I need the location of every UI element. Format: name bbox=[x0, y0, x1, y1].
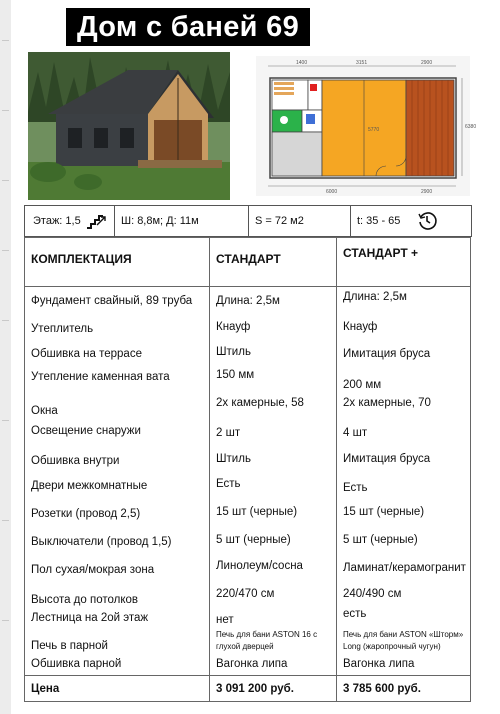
price-row bbox=[25, 676, 471, 702]
row-label: Обшивка внутри bbox=[25, 447, 210, 474]
row-standard-plus: 4 шт bbox=[337, 421, 471, 447]
row-label: Утеплитель bbox=[25, 315, 210, 340]
plan-top-dim-2: 3151 bbox=[356, 60, 368, 66]
plan-top-dim-3: 2900 bbox=[421, 60, 433, 66]
row-standard-plus: 2х камерные, 70 bbox=[337, 395, 471, 421]
table-row bbox=[25, 340, 471, 365]
table-row bbox=[25, 365, 471, 395]
row-standard: Линолеум/сосна bbox=[210, 554, 337, 584]
table-row bbox=[25, 608, 471, 626]
row-standard: 5 шт (черные) bbox=[210, 526, 337, 554]
row-standard-plus: 15 шт (черные) bbox=[337, 498, 471, 526]
row-label: Обшивка парной bbox=[25, 652, 210, 676]
table-row bbox=[25, 554, 471, 584]
row-label: Розетки (провод 2,5) bbox=[25, 498, 210, 526]
row-standard: Есть bbox=[210, 474, 337, 498]
area-cell bbox=[249, 206, 351, 236]
row-standard: 2 шт bbox=[210, 421, 337, 447]
table-row bbox=[25, 421, 471, 447]
row-label: Печь в парной bbox=[25, 626, 210, 652]
time-cell bbox=[351, 206, 471, 236]
row-standard-plus: 240/490 см bbox=[337, 584, 471, 608]
dimensions-text: Ш: 8,8м; Д: 11м bbox=[121, 215, 199, 227]
page-title: Дом с баней 69 bbox=[66, 8, 310, 46]
row-standard: Вагонка липа bbox=[210, 652, 337, 676]
row-standard-plus: Вагонка липа bbox=[337, 652, 471, 676]
table-row bbox=[25, 626, 471, 652]
header-standard: СТАНДАРТ bbox=[210, 238, 337, 287]
clock-history-icon bbox=[417, 211, 437, 231]
row-label: Утепление каменная вата bbox=[25, 365, 210, 395]
row-standard: нет bbox=[210, 608, 337, 626]
table-row bbox=[25, 315, 471, 340]
row-label: Высота до потолков bbox=[25, 584, 210, 608]
row-label: Освещение снаружи bbox=[25, 421, 210, 447]
specification-table bbox=[24, 237, 471, 702]
table-row bbox=[25, 526, 471, 554]
row-standard: Печь для бани ASTON 16 с глухой дверцей bbox=[216, 629, 318, 651]
table-row bbox=[25, 474, 471, 498]
floors-cell bbox=[25, 206, 115, 236]
row-label: Окна bbox=[25, 395, 210, 421]
table-row bbox=[25, 287, 471, 315]
row-standard: 220/470 см bbox=[210, 584, 337, 608]
house-photo bbox=[28, 52, 230, 200]
row-standard-plus: Длина: 2,5м bbox=[337, 287, 471, 315]
row-standard-plus: 5 шт (черные) bbox=[337, 526, 471, 554]
row-standard-plus: Имитация бруса bbox=[337, 447, 471, 474]
table-row bbox=[25, 395, 471, 421]
plan-inner-dim: 5770 bbox=[368, 127, 380, 133]
stairs-icon bbox=[85, 212, 107, 230]
row-standard: Штиль bbox=[210, 447, 337, 474]
row-standard-plus: 200 мм bbox=[337, 365, 471, 395]
row-standard: 15 шт (черные) bbox=[210, 498, 337, 526]
table-row bbox=[25, 584, 471, 608]
header-configuration: КОМПЛЕКТАЦИЯ bbox=[25, 238, 210, 287]
row-standard-plus: Ламинат/керамогранит bbox=[337, 554, 471, 584]
row-label: Обшивка на террасе bbox=[25, 340, 210, 365]
price-standard: 3 091 200 руб. bbox=[210, 676, 337, 702]
row-standard: Длина: 2,5м bbox=[210, 287, 337, 315]
plan-bottom-dim-1: 6000 bbox=[326, 189, 338, 195]
row-label: Фундамент свайный, 89 труба bbox=[25, 287, 210, 315]
row-standard-plus: Кнауф bbox=[337, 315, 471, 340]
price-standard-plus: 3 785 600 руб. bbox=[337, 676, 471, 702]
left-margin-strip bbox=[0, 0, 11, 714]
row-standard-plus: Печь для бани ASTON «Шторм» Long (жаропрочный чугун) bbox=[343, 629, 464, 651]
area-text: S = 72 м2 bbox=[255, 215, 304, 227]
house-photo-illustration bbox=[28, 52, 230, 200]
floor-plan bbox=[256, 56, 477, 196]
table-header-row bbox=[25, 238, 471, 287]
row-standard: Штиль bbox=[210, 340, 337, 365]
table-row bbox=[25, 652, 471, 676]
plan-side-dim: 6380 bbox=[465, 124, 477, 130]
plan-bottom-dim-2: 2900 bbox=[421, 189, 433, 195]
row-standard: Кнауф bbox=[210, 315, 337, 340]
floors-text: Этаж: 1,5 bbox=[33, 215, 81, 227]
time-text: t: 35 - 65 bbox=[357, 215, 401, 227]
row-standard-plus: есть bbox=[337, 608, 471, 626]
row-standard-plus: Есть bbox=[337, 474, 471, 498]
row-standard: 2х камерные, 58 bbox=[210, 395, 337, 421]
info-bar bbox=[24, 205, 472, 237]
row-label: Лестница на 2ой этаж bbox=[25, 608, 210, 626]
plan-top-dim-1: 1400 bbox=[296, 60, 308, 66]
dimensions-cell bbox=[115, 206, 249, 236]
row-label: Двери межкомнатные bbox=[25, 474, 210, 498]
row-label: Выключатели (провод 1,5) bbox=[25, 526, 210, 554]
price-label: Цена bbox=[25, 676, 210, 702]
header-standard-plus: СТАНДАРТ + bbox=[337, 238, 471, 287]
row-standard: 150 мм bbox=[210, 365, 337, 395]
row-standard-plus: Имитация бруса bbox=[337, 340, 471, 365]
table-row bbox=[25, 498, 471, 526]
row-label: Пол сухая/мокрая зона bbox=[25, 554, 210, 584]
table-row bbox=[25, 447, 471, 474]
floor-plan-drawing bbox=[256, 56, 477, 196]
